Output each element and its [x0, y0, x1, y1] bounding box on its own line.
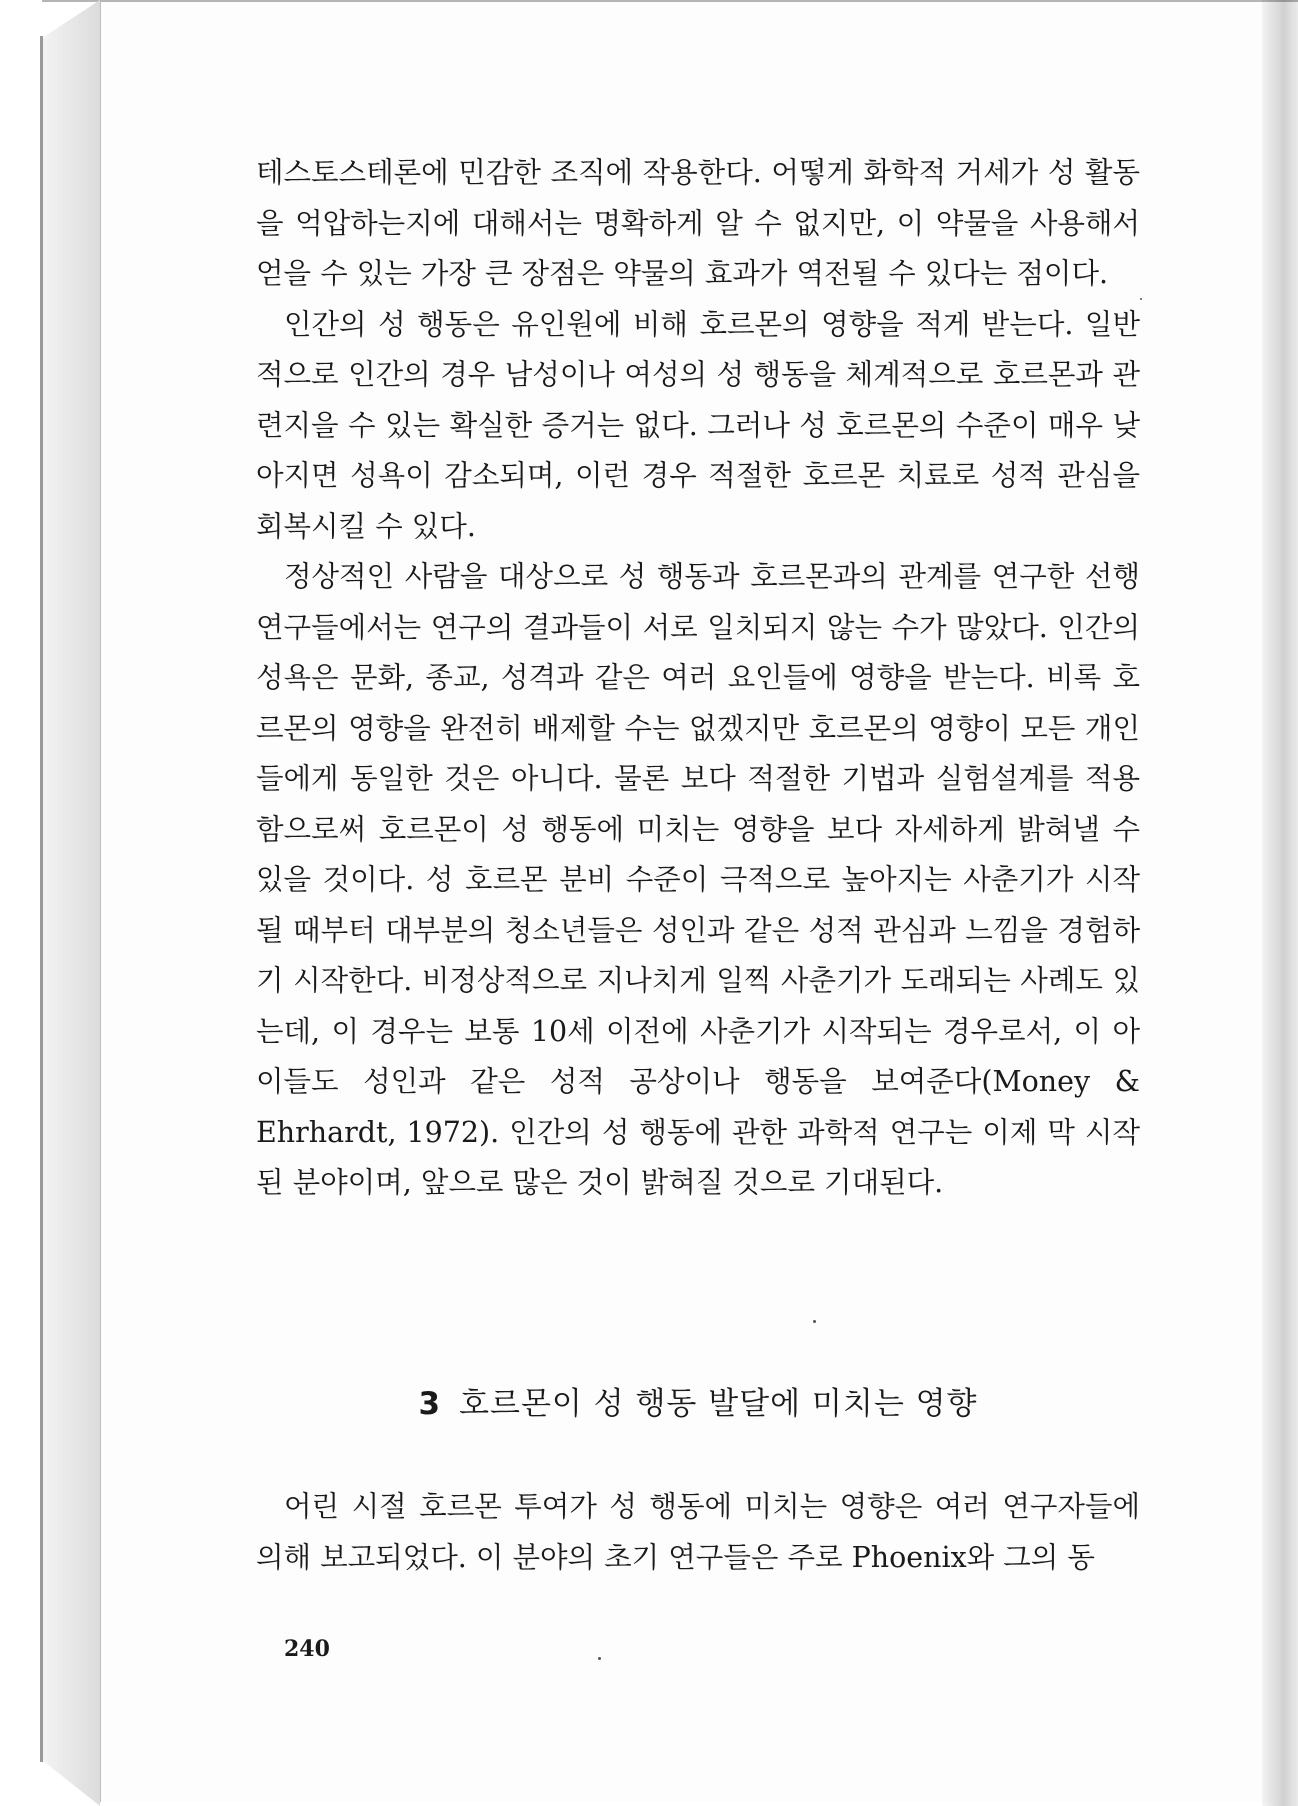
paragraph-3: 정상적인 사람을 대상으로 성 행동과 호르몬과의 관계를 연구한 선행 연구들에서는 연구의 결과들이 서로 일치되지 않는 수가 많았다. 인간의 성욕은 문화, 종교, 성격과 같은 여러 요인들에 영향을 받는다. 비록 호르몬의 영향을 완전히 배제할 수는 없겠지만 호르몬의 영향이 모든 개인들에게 동일한 것은 아니다. 물론 보다 적절한 기법과 실험설계를 적용함으로써 호르몬이 성 행동에 미치는 영향을 보다 자세하게 밝혀낼 수 있을 것이다. 성 호르몬 분비 수준이 극적으로 높아지는 사춘기가 시작될 때부터 대부분의 청소년들은 성인과 같은 성적 관심과 느낌을 경험하기 시작한다. 비정상적으로 지나치게 일찍 사춘기가 도래되는 사례도 있는데, 이 경우는 보통 10세 이전에 사춘기가 시작되는 경우로서, 이 아이들도 성인과 같은 성적 공상이나 행동을 보여준다(Money & Ehrhardt, 1972). 인간의 성 행동에 관한 과학적 연구는 이제 막 시작된 분야이며, 앞으로 많은 것이 밝혀질 것으로 기대된다. — [256, 560, 1140, 1199]
scan-speck — [598, 1657, 601, 1660]
section-number: 3 — [418, 1386, 442, 1422]
paragraph-1: 테스토스테론에 민감한 조직에 작용한다. 어떻게 화학적 거세가 성 활동을 억압하는지에 대해서는 명확하게 알 수 없지만, 이 약물을 사용해서 얻을 수 있는 가장 큰 장점은 약물의 효과가 역전될 수 있다는 점이다. — [256, 156, 1140, 290]
section-body-text — [256, 1482, 1140, 1583]
book-spine — [0, 0, 101, 1806]
body-text — [256, 148, 1140, 1209]
scan-speck — [813, 1320, 816, 1323]
page-number: 240 — [284, 1636, 330, 1662]
section-paragraph: 어린 시절 호르몬 투여가 성 행동에 미치는 영향은 여러 연구자들에 의해 보고되었다. 이 분야의 초기 연구들은 주로 Phoenix와 그의 동 — [256, 1490, 1140, 1574]
paragraph-2: 인간의 성 행동은 유인원에 비해 호르몬의 영향을 적게 받는다. 일반적으로 인간의 경우 남성이나 여성의 성 행동을 체계적으로 호르몬과 관련지을 수 있는 확실한 증거는 없다. 그러나 성 호르몬의 수준이 매우 낮아지면 성욕이 감소되며, 이런 경우 적절한 호르몬 치료로 성적 관심을 회복시킬 수 있다. — [256, 307, 1140, 543]
section-heading — [256, 1378, 1140, 1423]
section-title: 호르몬이 성 행동 발달에 미치는 영향 — [459, 1386, 978, 1422]
scan-speck — [1140, 298, 1142, 300]
page-edge-shadow — [1262, 0, 1298, 1806]
book-spine-edge — [40, 36, 43, 1762]
